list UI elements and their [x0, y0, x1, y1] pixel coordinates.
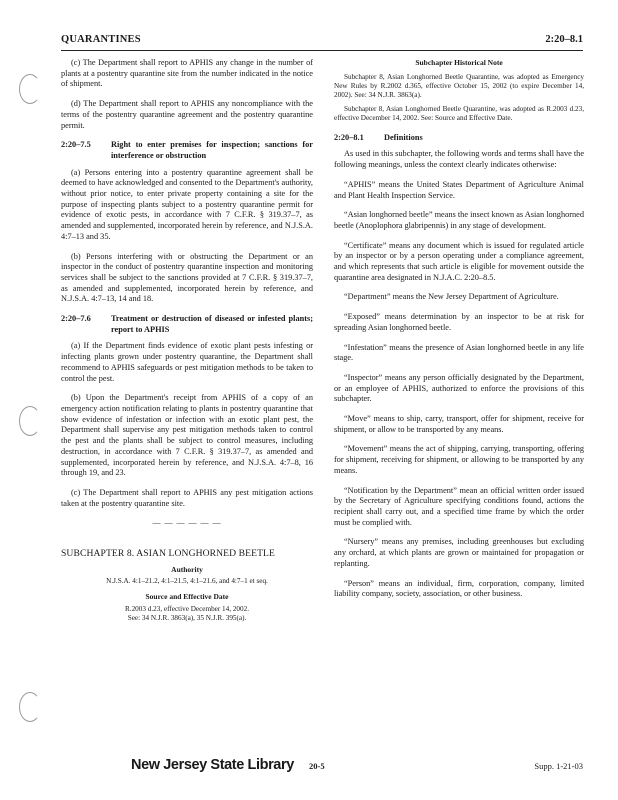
section-number: 2:20–7.5: [61, 140, 91, 150]
section-heading: [334, 133, 584, 144]
paragraph: (b) Upon the Department's receipt from APHIS of a copy of an emergency action notification relating to plants in postentry quarantine that show evidence of infestation or infection with an exotic plant pest, the Department shall supervise any pest mitigation methods taken to control the pest and the plants shall be subject to control measures, including destruction, in accordance with 7 C.F.R. § 319.37–7, as amended and supplemented, incorporated herein by reference, and N.J.S.A. 4:7–8, 16 through 19, and 23.: [61, 393, 313, 478]
source-heading: Source and Effective Date: [145, 592, 229, 602]
definition: “Exposed” means determination by an inspector to be at risk for spreading Asian longhorned beetle.: [334, 312, 584, 332]
definition: “Nursery” means any premises, including greenhouses but excluding any orchard, at which plants are grown or maintained for propagation or replanting.: [334, 537, 584, 568]
section-title: Treatment or destruction of diseased or infested plants; report to APHIS: [111, 314, 313, 334]
section-heading: [61, 140, 313, 161]
definition: “Infestation” means the presence of Asian longhorned beetle in any life stage.: [334, 342, 584, 363]
definition: “APHIS” means the United States Department of Agriculture Animal and Plant Health Inspection Service.: [334, 179, 584, 200]
paragraph: (d) The Department shall report to APHIS any noncompliance with the terms of the postentry quarantine agreement and the postentry quarantine permit.: [61, 99, 313, 130]
paragraph: (a) If the Department finds evidence of exotic plant pests infesting or infecting plants grown under postentry quarantine, the Department shall recommend to APHIS safeguards or pest mitigation methods to be taken to control the pest.: [61, 341, 313, 383]
supplement-date: Supp. 1-21-03: [534, 761, 583, 771]
section-title: Definitions: [384, 132, 423, 142]
punch-hole-bottom: [19, 692, 41, 722]
definition: “Notification by the Department” mean an official written order issued by the Secretary of Agriculture specifying conditions found, actions the recipient shall carry out, and a specified time frame by which the order must be complied with.: [334, 485, 584, 527]
section-number: 2:20–8.1: [334, 132, 364, 142]
paragraph: As used in this subchapter, the following words and terms shall have the following meanings, unless the context clearly indicates otherwise:: [334, 149, 585, 170]
paragraph: (a) Persons entering into a postentry quarantine agreement shall be deemed to have acknowledged and consented to the Department's authority, without prior notice, to enter private property containing a site for the purpose of inspecting plants subject to a postentry quarantine permit for evidence of exotic pests, in accordance with 7 C.F.R. § 319.37–7, as amended and supplemented, incorporated herein by reference, and N.J.S.A. 4:7–13 and 35.: [61, 167, 313, 241]
historical-note: Subchapter 8, Asian Longhorned Beetle Quarantine, was adopted as Emergency New Rules by R.2002 d.365, effective October 15, 2002 (to expire December 14, 2002). See: 34 N.J.R. 3863(a).: [334, 72, 584, 99]
definition: “Asian longhorned beetle” means the insect known as Asian longhorned beetle (Anoplophora glabripennis) in any stage of development.: [334, 210, 584, 230]
definition: “Person” means an individual, firm, corporation, company, limited liability company, society, association, or other business.: [334, 578, 584, 599]
punch-hole-middle: [19, 406, 41, 436]
definition: “Movement” means the act of shipping, carrying, transporting, offering for shipment, receiving for shipment, or allowing to be transported by any means.: [334, 444, 584, 475]
library-stamp: New Jersey State Library: [131, 757, 294, 773]
page-footer: [61, 757, 583, 775]
paragraph: (c) The Department shall report to APHIS any change in the number of plants at a postentry quarantine site from the number indicated in the notice of shipment.: [61, 58, 313, 89]
historical-note-heading: Subchapter Historical Note: [415, 58, 503, 67]
header-title: QUARANTINES: [61, 34, 141, 45]
left-column: [61, 58, 313, 629]
definition: “Move” means to ship, carry, transport, offer for shipment, receive for shipment, or allow to be transported by any means.: [334, 414, 584, 434]
paragraph: (b) Persons interfering with or obstructing the Department or an inspector in the conduct of postentry quarantine inspection and monitoring services shall be subject to the sanctions provided at 7 C.F.R. § 319.37–7, as amended and supplemented, incorporated herein by reference, and N.J.S.A. 4:7–13, 14 and 18.: [61, 251, 313, 304]
paragraph: (c) The Department shall report to APHIS any pest mitigation actions taken at the postentry quarantine site.: [61, 487, 313, 508]
historical-note: Subchapter 8, Asian Longhorned Beetle Quarantine, was adopted as R.2003 d.23, effective December 14, 2002. See: Source and Effective Date.: [334, 104, 584, 122]
punch-hole-top: [19, 74, 41, 104]
definition: “Certificate” means any document which is issued for regulated article by an inspector or by a person operating under a compliance agreement, and which represents that such article is eligible for movement outside the quarantine area designated in N.J.A.C. 2:20–8.5.: [334, 240, 584, 282]
source-text: See: 34 N.J.R. 3863(a), 35 N.J.R. 395(a).: [127, 614, 247, 623]
definition: “Inspector” means any person officially designated by the Department, or an employee of APHIS, authorized to enforce the provisions of this subchapter.: [334, 372, 584, 404]
authority-heading: Authority: [171, 564, 203, 574]
definition: “Department” means the New Jersey Department of Agriculture.: [344, 292, 559, 302]
right-column: [334, 58, 584, 609]
subchapter-title: SUBCHAPTER 8. ASIAN LONGHORNED BEETLE: [61, 548, 275, 560]
source-text: R.2003 d.23, effective December 14, 2002.: [124, 605, 250, 614]
header-section-range: 2:20–8.1: [545, 34, 583, 45]
authority-text: N.J.S.A. 4:1–21.2, 4:1–21.5, 4:1–21.6, and 4:7–1 et seq.: [106, 577, 268, 586]
section-heading: [61, 314, 313, 335]
running-header: [61, 34, 583, 51]
section-divider: — — — — — —: [152, 518, 222, 528]
page-number: 20-5: [309, 761, 325, 771]
section-title: Right to enter premises for inspection; sanctions for interference or obstruction: [111, 140, 313, 160]
section-number: 2:20–7.6: [61, 314, 91, 324]
